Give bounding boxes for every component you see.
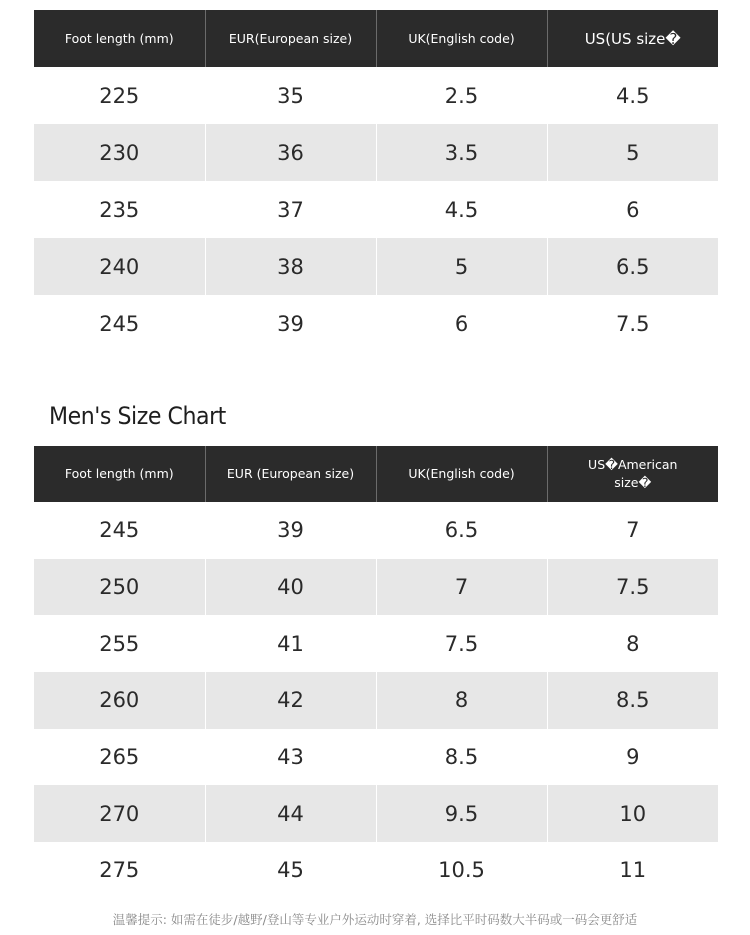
table-header-row bbox=[34, 446, 718, 502]
cell-eur: 43 bbox=[205, 729, 376, 786]
cell-us: 7 bbox=[547, 502, 718, 559]
cell-uk: 10.5 bbox=[376, 842, 547, 899]
cell-foot-length: 250 bbox=[34, 559, 205, 616]
cell-uk: 6.5 bbox=[376, 502, 547, 559]
cell-foot-length: 265 bbox=[99, 745, 140, 770]
table-row bbox=[34, 559, 718, 616]
cell-uk: 8.5 bbox=[376, 729, 547, 786]
cell-foot-length: 270 bbox=[34, 785, 205, 842]
cell-us: 11 bbox=[547, 842, 718, 899]
header-foot-length: Foot length (mm) bbox=[34, 10, 205, 67]
table-row bbox=[34, 238, 718, 295]
table-row bbox=[34, 785, 718, 842]
cell-eur: 37 bbox=[205, 181, 376, 238]
header-foot-length: Foot length (mm) bbox=[34, 446, 205, 502]
cell-uk: 2.5 bbox=[376, 67, 547, 124]
cell-us: 8 bbox=[547, 615, 718, 672]
cell-eur: 36 bbox=[205, 124, 376, 181]
cell-foot-length: 260 bbox=[34, 672, 205, 729]
section-title-mens: Men's Size Chart bbox=[49, 402, 226, 430]
cell-uk: 3.5 bbox=[376, 124, 547, 181]
header-us: US(US size� bbox=[547, 10, 718, 67]
header-uk: UK(English code) bbox=[376, 446, 547, 502]
table-row bbox=[34, 842, 718, 899]
header-eur: EUR (European size) bbox=[205, 446, 376, 502]
cell-eur: 42 bbox=[205, 672, 376, 729]
table-header-row bbox=[34, 10, 718, 67]
table-row bbox=[34, 502, 718, 559]
header-us: US�American size� bbox=[547, 446, 718, 502]
table-row bbox=[34, 672, 718, 729]
cell-foot-length: 225 bbox=[99, 83, 140, 108]
men-size-table bbox=[34, 446, 718, 899]
cell-us: 9 bbox=[547, 729, 718, 786]
cell-foot-length: 240 bbox=[34, 238, 205, 295]
table-row bbox=[34, 181, 718, 238]
cell-eur: 39 bbox=[205, 502, 376, 559]
table-row bbox=[34, 729, 718, 786]
cell-uk: 9.5 bbox=[376, 785, 547, 842]
cell-foot-length: 235 bbox=[99, 197, 140, 222]
cell-eur: 39 bbox=[205, 295, 376, 352]
cell-uk: 4.5 bbox=[376, 181, 547, 238]
cell-us: 10 bbox=[547, 785, 718, 842]
table-row bbox=[34, 67, 718, 124]
cell-us: 8.5 bbox=[547, 672, 718, 729]
cell-us: 6.5 bbox=[547, 238, 718, 295]
cell-uk: 6 bbox=[376, 295, 547, 352]
cell-foot-length: 245 bbox=[99, 518, 140, 543]
cell-eur: 45 bbox=[205, 842, 376, 899]
cell-uk: 8 bbox=[376, 672, 547, 729]
cell-us: 7.5 bbox=[547, 559, 718, 616]
women-size-table bbox=[34, 10, 718, 352]
cell-eur: 44 bbox=[205, 785, 376, 842]
cell-foot-length: 275 bbox=[99, 858, 140, 883]
header-uk: UK(English code) bbox=[376, 10, 547, 67]
cell-uk: 7.5 bbox=[376, 615, 547, 672]
cell-eur: 41 bbox=[205, 615, 376, 672]
table-row bbox=[34, 295, 718, 352]
cell-eur: 40 bbox=[205, 559, 376, 616]
cell-eur: 38 bbox=[205, 238, 376, 295]
cell-uk: 7 bbox=[376, 559, 547, 616]
cell-us: 6 bbox=[547, 181, 718, 238]
cell-us: 4.5 bbox=[547, 67, 718, 124]
table-row bbox=[34, 124, 718, 181]
cell-foot-length: 255 bbox=[99, 631, 140, 656]
cell-us: 7.5 bbox=[547, 295, 718, 352]
cell-eur: 35 bbox=[205, 67, 376, 124]
cell-foot-length: 230 bbox=[34, 124, 205, 181]
cell-uk: 5 bbox=[376, 238, 547, 295]
footnote-tip: 温馨提示: 如需在徒步/越野/登山等专业户外运动时穿着, 选择比平时码数大半码或一码会更舒适 bbox=[112, 912, 638, 927]
table-row bbox=[34, 615, 718, 672]
cell-foot-length: 245 bbox=[99, 311, 140, 336]
cell-us: 5 bbox=[547, 124, 718, 181]
header-eur: EUR(European size) bbox=[205, 10, 376, 67]
